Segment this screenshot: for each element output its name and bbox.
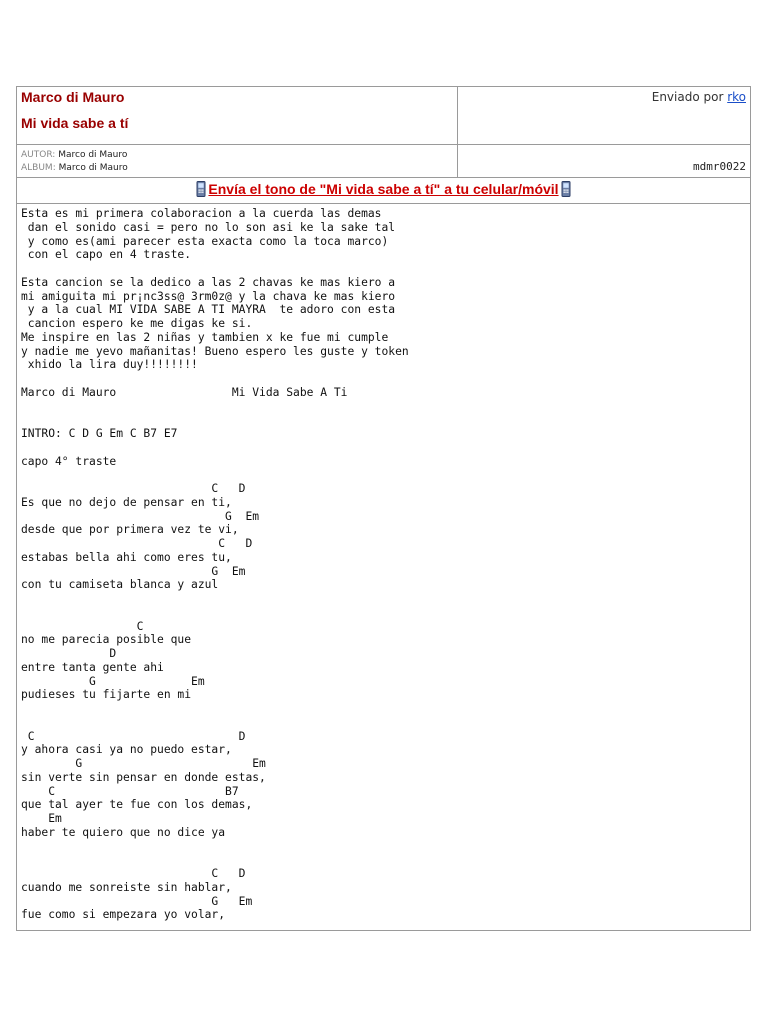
- code-cell: [458, 145, 750, 177]
- sent-by-label: Enviado por: [651, 90, 728, 104]
- song-header-row: [17, 87, 750, 145]
- author-line: [21, 150, 127, 160]
- ringtone-promo-link[interactable]: [196, 181, 570, 197]
- song-meta-row: [17, 145, 750, 178]
- song-code: mdmr0022: [693, 160, 746, 173]
- album-value: Marco di Mauro: [58, 163, 128, 173]
- ringtone-promo-row: [17, 178, 750, 204]
- sent-by-user-link[interactable]: rko: [727, 90, 746, 104]
- author-label: AUTOR:: [21, 150, 56, 160]
- artist-name: Marco di Mauro: [21, 89, 125, 105]
- meta-cell: [17, 145, 458, 177]
- album-label: ALBUM:: [21, 163, 56, 173]
- song-title: Mi vida sabe a tí: [21, 115, 129, 131]
- title-cell: [17, 87, 458, 144]
- song-sheet: [16, 86, 751, 931]
- sent-by: [652, 90, 746, 104]
- tab-body: [17, 204, 750, 930]
- cellphone-icon: [561, 181, 571, 197]
- cellphone-icon: [196, 181, 206, 197]
- album-line: [21, 163, 128, 173]
- ringtone-promo-text: Envía el tono de "Mi vida sabe a tí" a tu celular/móvil: [208, 181, 559, 197]
- submitter-cell: [458, 87, 750, 144]
- author-value: Marco di Mauro: [58, 150, 128, 160]
- chord-sheet-text: Esta es mi primera colaboracion a la cuerda las demas dan el sonido casi = pero no lo son asi ke la sake tal y como es(ami parecer esta exacta como la toca marco) con el capo en 4 traste. Esta cancion se la dedico a las 2 chavas ke mas kiero a mi amiguita mi pr¡nc3ss@ 3rm0z@ y la chava ke mas kiero y a la cual MI VIDA SABE A TI MAYRA te adoro con esta cancion espero ke me digas ke si. Me inspire en las 2 niñas y tambien x ke fue mi cumple y nadie me yevo mañanitas! Bueno espero les guste y token xhido la lira duy!!!!!!!! Marco di Mauro Mi Vida Sabe A Ti INTRO: C D G Em C B7 E7 capo 4° traste C D Es que no dejo de pensar en ti, G Em desde que por primera vez te vi, C D estabas bella ahi como eres tu, G Em con tu camiseta blanca y azul C no me parecia posible que D entre tanta gente ahi G Em pudieses tu fijarte en mi C D y ahora casi ya no puedo estar, G Em sin verte sin pensar en donde estas, C B7 que tal ayer te fue con los demas, Em haber te quiero que no dice ya C D cuando me sonreiste sin hablar, G Em fue como si empezara yo volar,: [21, 207, 409, 922]
